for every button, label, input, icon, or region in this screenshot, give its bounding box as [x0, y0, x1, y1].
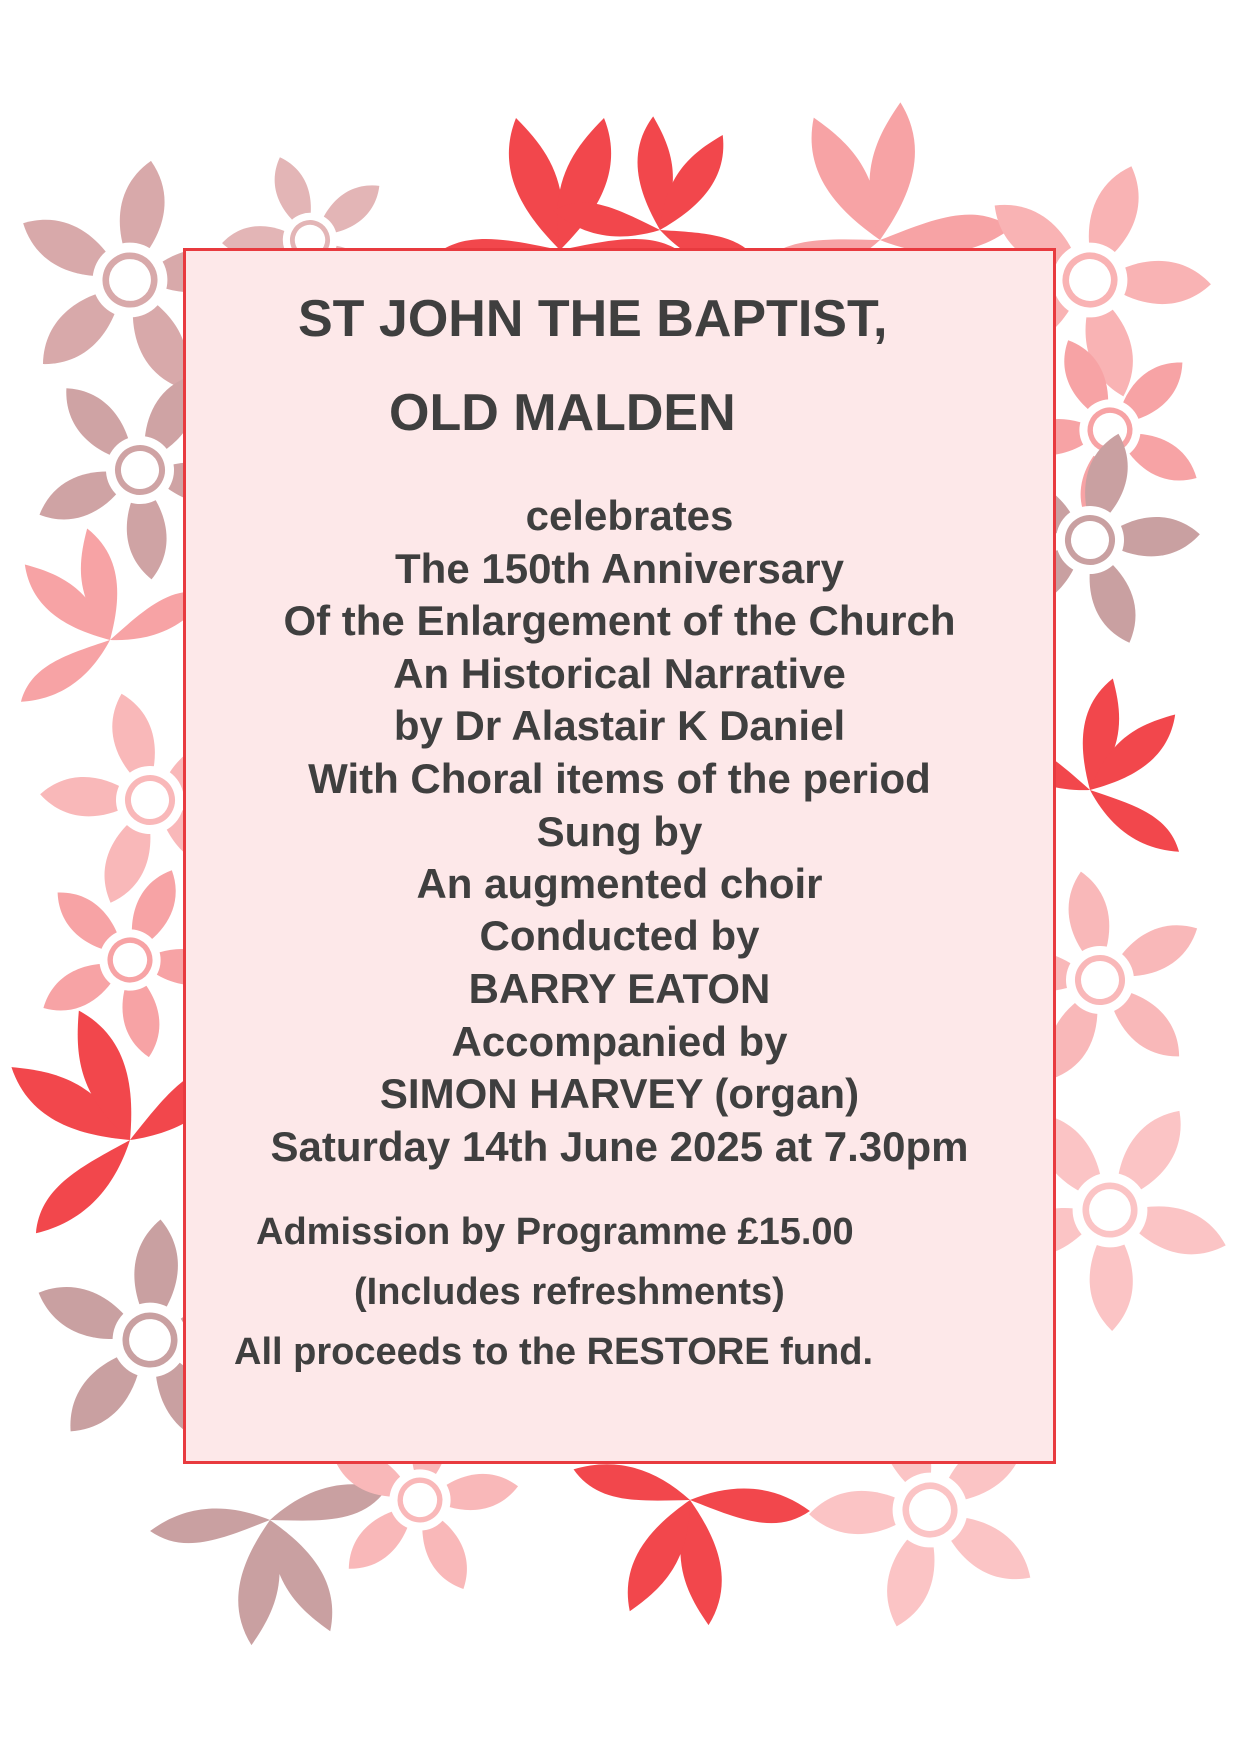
event-line: With Choral items of the period [308, 755, 931, 802]
church-name: ST JOHN THE BAPTIST, [298, 290, 888, 348]
event-line: Of the Enlargement of the Church [283, 597, 956, 644]
event-panel [183, 248, 1056, 1464]
proceeds-note: All proceeds to the RESTORE fund. [234, 1331, 874, 1373]
event-date-time: Saturday 14th June 2025 at 7.30pm [270, 1123, 969, 1170]
event-line: Accompanied by [451, 1018, 788, 1065]
conductor-name: BARRY EATON [468, 965, 771, 1012]
event-line: An augmented choir [416, 860, 823, 907]
admission-price: Admission by Programme £15.00 [256, 1211, 854, 1253]
event-line: celebrates [525, 492, 734, 539]
church-location: OLD MALDEN [389, 384, 736, 442]
event-line: by Dr Alastair K Daniel [393, 702, 846, 749]
event-line: Conducted by [479, 912, 760, 959]
event-line: Sung by [536, 808, 703, 855]
event-line: The 150th Anniversary [395, 545, 844, 592]
organist-name: SIMON HARVEY (organ) [379, 1070, 860, 1117]
refreshments-note: (Includes refreshments) [354, 1271, 785, 1313]
event-line: An Historical Narrative [393, 650, 846, 697]
